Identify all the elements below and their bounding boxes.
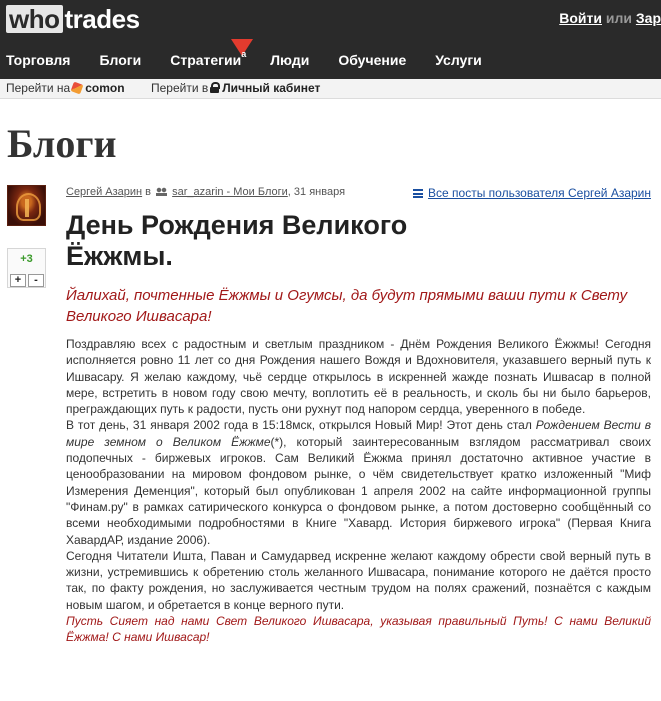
nav-item-services[interactable]: Услуги [435, 52, 482, 68]
page-title: Блоги [7, 121, 117, 166]
logo-who: who [6, 5, 63, 33]
top-bar [0, 0, 661, 79]
post-date: , 31 января [287, 186, 346, 198]
post-paragraph-2-a: В тот день, 31 января 2002 года в 15:18мск, открылся Новый Мир! Этот день стал [66, 418, 536, 433]
nav-item-education[interactable]: Обучение [338, 52, 407, 68]
all-posts [413, 186, 651, 200]
author-link[interactable]: Сергей Азарин [66, 186, 143, 198]
goto-comon[interactable] [6, 81, 125, 95]
login-link[interactable]: Войти [559, 10, 602, 26]
list-icon [413, 189, 423, 198]
post-meta [66, 186, 345, 198]
vote-count: +3 [20, 253, 33, 265]
auth-links [559, 10, 661, 26]
post-paragraph-2-b: (*), который заинтересованным взглядом рассматривал своих подопечных - биржевых игроков. Сам Великий Ёжжма принял достаточно активное участие в ценообразовании на мировом фондовом рынке, о чём свидетельствует кратко изложенный "Миф Измерения Деменция", который был опубликован 1 апреля 2002 на сайте информационной группы "Финам.ру" в рамках сатирического конкурса о фондовом рынке, а потом достоверно сообщённый со всеми необходимыми подробностями в Книге "Хавард. История биржевого игрока" (Первая Книга ХавардАР, издание 2006). [66, 434, 651, 547]
logo-trades: trades [64, 4, 140, 34]
nav-item-people[interactable]: Люди [270, 52, 310, 68]
nav-item-trading[interactable]: Торговля [6, 52, 71, 68]
people-icon [156, 187, 167, 196]
goto-cabinet-prefix: Перейти в [151, 81, 209, 95]
post-paragraph-3: Сегодня Читатели Ишта, Паван и Самударвед искренне желают каждому обрести свой верный путь в жизни, устремившись к обретению столь желанного Ишвасара, понимание которого не даётся просто так, по факту рождения, но заслуживается честным трудом на полях сражений, познаётся с каждым новым шагом, и обретается в конце верного пути. [66, 548, 651, 612]
post-paragraph-2-em: Рождением Вести в мире земном о Великом Ёжжме [66, 418, 651, 449]
avatar[interactable] [7, 185, 46, 226]
nav-item-strategies-label: Стратегии [170, 52, 242, 68]
sub-bar [0, 79, 661, 99]
nav-item-strategies[interactable] [155, 44, 255, 79]
new-badge-glyph: a [241, 49, 247, 59]
vote-up-button[interactable]: + [10, 274, 26, 287]
post-lead: Йалихай, почтенные Ёжжмы и Огумсы, да будут прямыми ваши пути к Свету Великого Ишвасара! [66, 287, 628, 325]
register-link[interactable]: Зар [635, 10, 661, 26]
post-title: День Рождения Великого Ёжжмы. [66, 210, 408, 271]
main-nav [0, 44, 496, 79]
vote-widget [7, 248, 46, 288]
post-paragraph-1: Поздравляю всех с радостным и светлым праздником - Днём Рождения Великого Ёжжмы! Сегодня исполняется ровно 11 лет со дня Рождения нашего Вождя и Вдохновителя, указавшего верный путь к Ишвасару. Я желаю каждому, чьё сердце открылось в искренней жажде познать Ишвасар в полной мере, встретить в новом году свою мечту, воплотить её в реальность, и сколь бы ни было барьеров, преграждающих путь к радости, пусть они рухнут под напором сердца, уверенного в победе. [66, 337, 651, 417]
vote-down-button[interactable]: - [28, 274, 44, 287]
comon-icon [71, 82, 84, 95]
goto-cabinet-target: Личный кабинет [222, 81, 321, 95]
goto-cabinet[interactable] [151, 81, 320, 95]
meta-in-word: в [145, 186, 152, 198]
all-posts-link[interactable]: Все посты пользователя Сергей Азарин [428, 186, 651, 200]
post-body [66, 336, 651, 646]
post-paragraph-2 [66, 417, 651, 547]
auth-or-text: или [605, 10, 632, 26]
nav-item-blogs[interactable]: Блоги [99, 52, 142, 68]
whotrades-logo[interactable] [6, 4, 140, 34]
goto-comon-prefix: Перейти на [6, 81, 71, 95]
lock-icon [210, 82, 219, 93]
blog-link[interactable]: sar_azarin - Мои Блоги [172, 186, 288, 198]
goto-comon-target: comon [85, 81, 125, 95]
post-closing: Пусть Сияет над нами Свет Великого Ишвасара, указывая правильный Путь! С нами Великий Ёжжма! С нами Ишвасар! [66, 614, 651, 645]
